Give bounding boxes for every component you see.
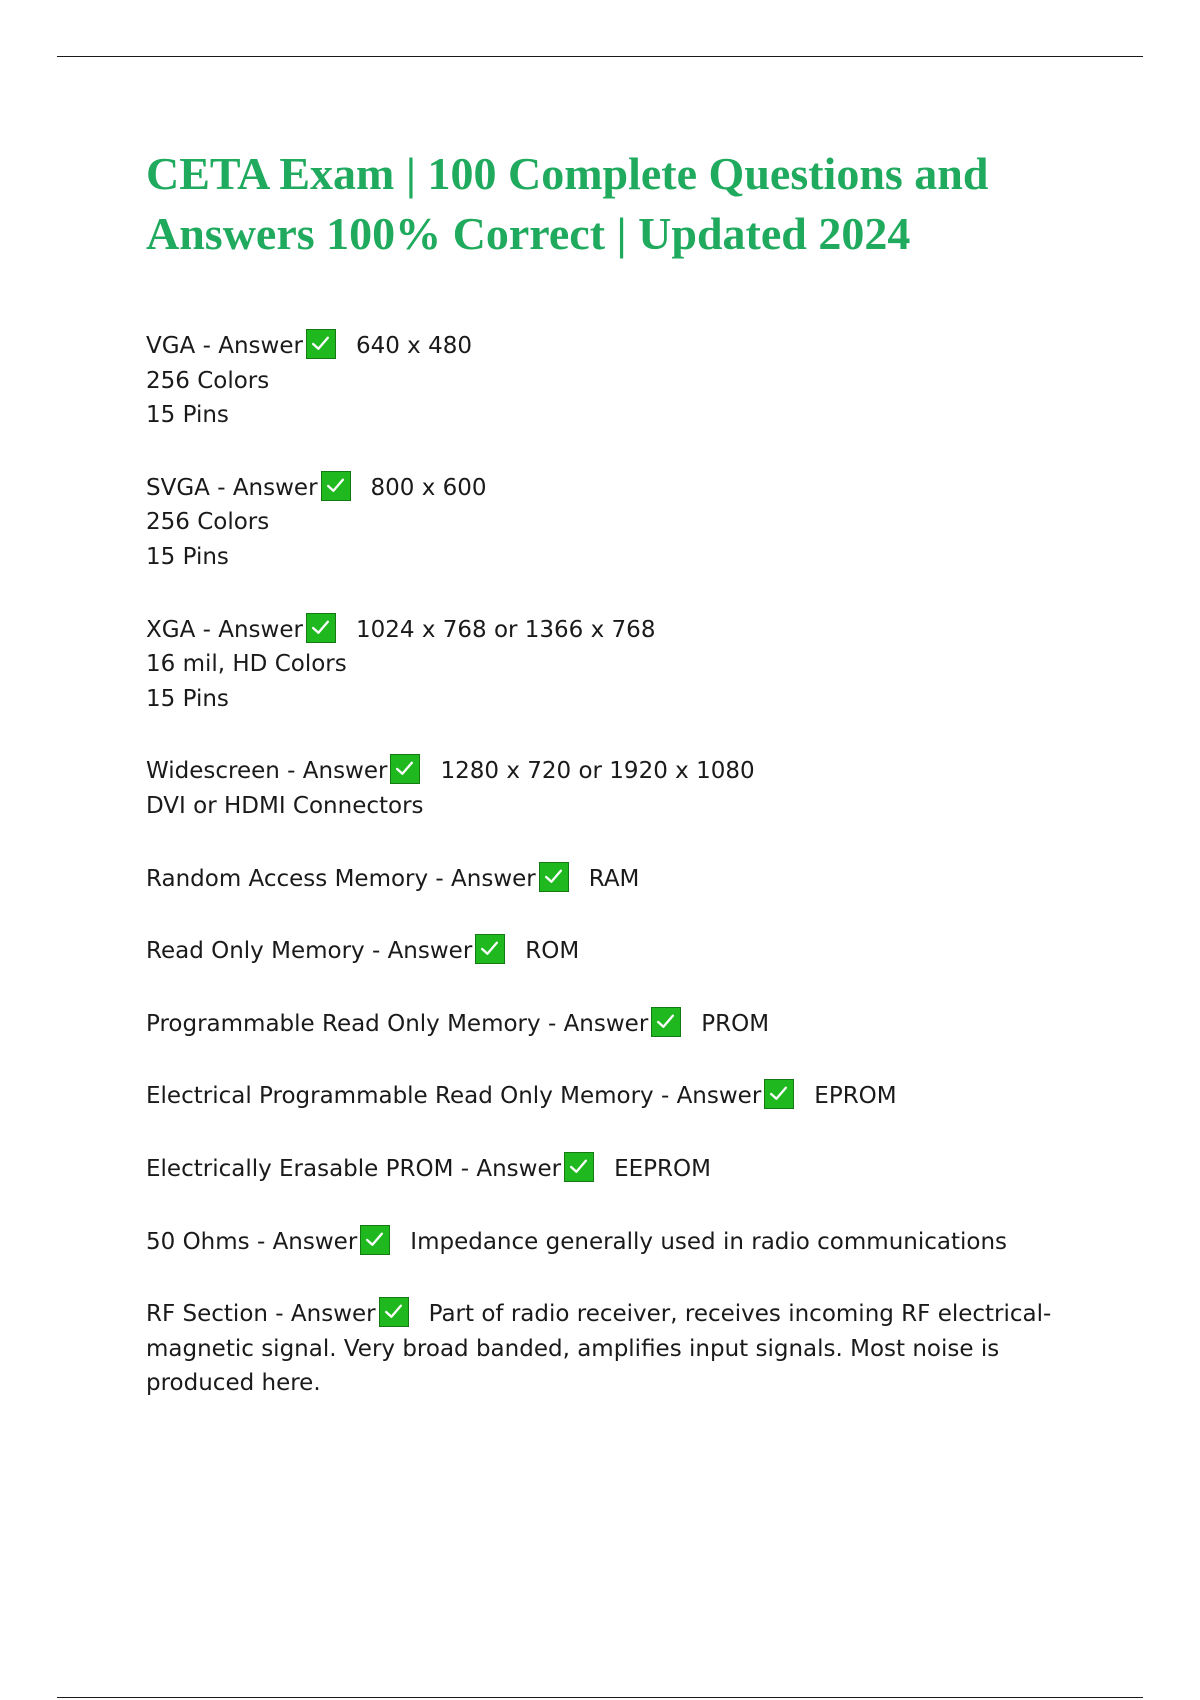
separator: - [249, 1228, 273, 1255]
qa-item [146, 1007, 1066, 1042]
qa-item [146, 1079, 1066, 1114]
separator: - [279, 758, 303, 785]
question-term: Random Access Memory [146, 865, 429, 892]
qa-item [146, 1225, 1066, 1260]
answer-detail-line: 256 Colors [146, 509, 270, 536]
answer-detail-line: DVI or HDMI Connectors [146, 792, 424, 819]
answer-label: Answer [290, 1301, 376, 1328]
answer-label: Answer [387, 938, 473, 965]
question-term: XGA [146, 616, 196, 643]
qa-item [146, 934, 1066, 969]
separator: - [195, 616, 219, 643]
question-term: Electrically Erasable PROM [146, 1155, 454, 1182]
answer-text: 800 x 600 [370, 474, 487, 501]
answer-text: ROM [525, 938, 580, 965]
qa-item [146, 1152, 1066, 1187]
question-term: VGA [146, 333, 196, 359]
answer-label: Answer [218, 616, 303, 643]
qa-first-line [146, 1297, 1066, 1401]
answer-text: RAM [588, 865, 640, 892]
separator: - [653, 1083, 677, 1110]
question-term: Electrical Programmable Read Only Memory [146, 1083, 654, 1110]
qa-item [146, 862, 1066, 897]
separator: - [453, 1155, 477, 1182]
qa-list [146, 329, 1066, 1439]
question-term: SVGA [146, 474, 210, 501]
answer-text: EPROM [814, 1083, 897, 1110]
check-mark-icon [306, 613, 336, 643]
check-mark-icon [390, 754, 420, 784]
check-mark-icon [764, 1079, 794, 1109]
answer-label: Answer [302, 758, 388, 785]
question-term: Read Only Memory [146, 938, 365, 965]
qa-first-line [146, 613, 1066, 648]
question-term: 50 Ohms [146, 1228, 250, 1255]
answer-text: EEPROM [614, 1155, 711, 1182]
qa-first-line [146, 862, 1066, 897]
answer-text: 640 x 480 [355, 333, 472, 359]
answer-label: Answer [476, 1155, 562, 1182]
answer-detail-line: 256 Colors [146, 367, 270, 394]
check-mark-icon [539, 862, 569, 892]
qa-first-line [146, 1225, 1066, 1260]
qa-item [146, 754, 1066, 823]
answer-text: Impedance generally used in radio communications [410, 1228, 1008, 1255]
separator: - [195, 333, 219, 359]
qa-first-line [146, 1079, 1066, 1114]
qa-first-line [146, 754, 1066, 789]
check-mark-icon [564, 1152, 594, 1182]
qa-first-line [146, 1152, 1066, 1187]
answer-text: 1280 x 720 or 1920 x 1080 [440, 758, 755, 785]
check-mark-icon [651, 1007, 681, 1037]
answer-detail-line: 15 Pins [146, 685, 229, 712]
separator: - [428, 865, 452, 892]
page-title: CETA Exam | 100 Complete Questions and Answers 100% Correct | Updated 2024 [146, 148, 989, 259]
qa-first-line [146, 329, 1066, 364]
separator: - [364, 938, 388, 965]
answer-text: PROM [701, 1010, 770, 1037]
qa-item [146, 329, 1066, 433]
answer-label: Answer [563, 1010, 649, 1037]
check-mark-icon [360, 1225, 390, 1255]
question-term: Programmable Read Only Memory [146, 1010, 541, 1037]
check-mark-icon [321, 471, 351, 501]
answer-label: Answer [272, 1228, 358, 1255]
answer-detail-line: 15 Pins [146, 543, 229, 570]
qa-item [146, 613, 1066, 717]
separator: - [209, 474, 233, 501]
question-term: Widescreen [146, 758, 280, 785]
answer-label: Answer [451, 865, 536, 892]
answer-text: 1024 x 768 or 1366 x 768 [355, 616, 656, 643]
separator: - [267, 1301, 291, 1328]
answer-detail-line: 16 mil, HD Colors [146, 651, 347, 678]
qa-item [146, 471, 1066, 575]
bottom-divider [57, 1697, 1143, 1698]
qa-first-line [146, 1007, 1066, 1042]
question-term: RF Section [146, 1301, 268, 1328]
check-mark-icon [379, 1297, 409, 1327]
separator: - [540, 1010, 564, 1037]
qa-item [146, 1297, 1066, 1401]
top-divider [57, 56, 1143, 57]
qa-first-line [146, 934, 1066, 969]
qa-first-line [146, 471, 1066, 506]
answer-detail-line: 15 Pins [146, 402, 229, 429]
answer-text: Part of radio receiver, receives incoming RF electrical-magnetic signal. Very broad banded, amplifies input signals. Most noise is produced here. [146, 1301, 1052, 1397]
answer-label: Answer [232, 474, 318, 501]
check-mark-icon [306, 329, 336, 359]
answer-label: Answer [218, 333, 303, 359]
answer-label: Answer [676, 1083, 762, 1110]
check-mark-icon [475, 934, 505, 964]
